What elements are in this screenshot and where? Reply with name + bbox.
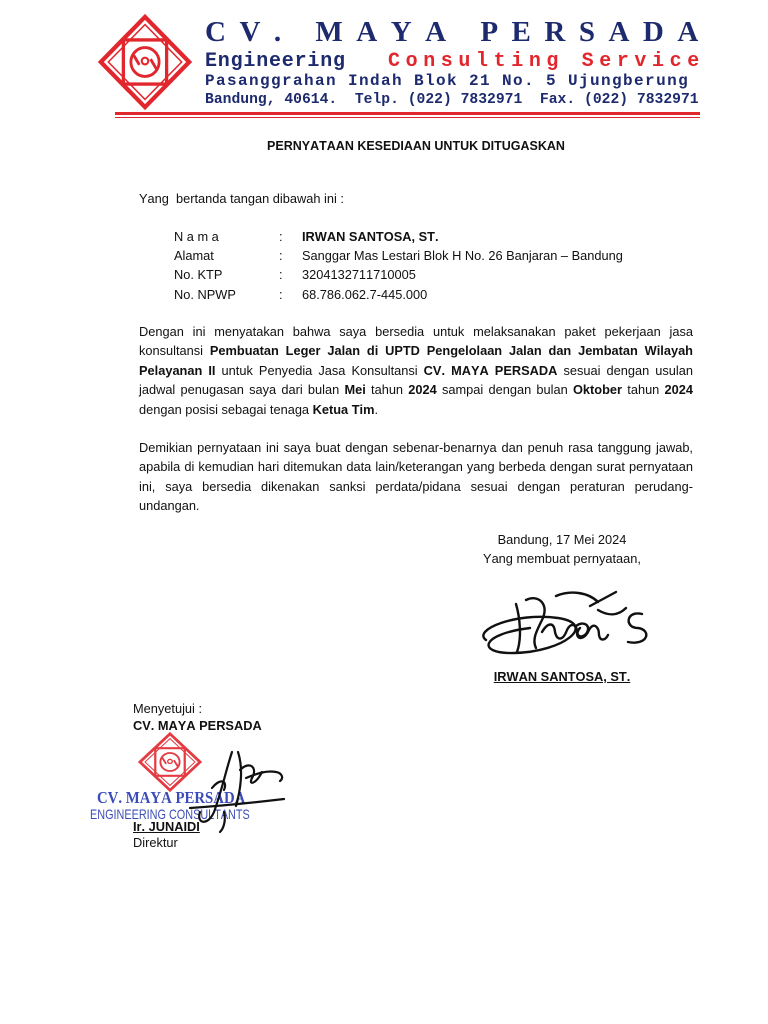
director-position: Direktur [133,835,178,850]
identity-value-address: Sanggar Mas Lestari Blok H No. 26 Banjaran – Bandung [302,248,623,263]
letterhead-company-name: CV. MAYA PERSADA [205,16,712,48]
identity-label-ktp: No. KTP [174,267,223,282]
statement-text: dengan posisi sebagai tenaga [139,401,313,417]
logo-circle [131,48,159,77]
end-month: Oktober [572,382,623,397]
director-signature [184,742,292,836]
signature-stroke [220,812,225,832]
closing-paragraph: Demikian pernyataan ini saya buat dengan sebenar-benarnya dan penuh rasa tanggung jawab, apabila di kemudian hari ditemukan data lain/keterangan yang berbeda dengan surat pernyataan ini, saya bersedia dikenakan sanksi perdata/pidana sesuai dengan peraturan perudang-undangan. [139,439,693,513]
cv-maya-persada-logo-icon [98,14,192,110]
approval-label: Menyetujui : [133,701,202,716]
applicant-name: IRWAN SANTOSA, ST. [493,669,631,684]
project-name: Pembuatan Leger Jalan di UPTD Pengelolaan Jalan dan Jembatan Wilayah Pelayanan II [139,343,694,378]
letterhead-tagline-engineering: Engineering [205,50,346,73]
director-name-text: Ir. JUNAIDI [133,819,200,834]
signature-stroke [628,613,646,642]
start-year: 2024 [408,382,437,397]
signature-stroke [199,752,232,822]
signature-stroke [516,604,520,652]
statement-text: tahun [365,382,409,397]
identity-label-npwp: No. NPWP [174,287,236,302]
signature-stroke [483,617,575,653]
position-title: Ketua Tim [312,401,375,417]
signoff-role: Yang membuat pernyataan, [483,551,641,566]
logo-slash-right [151,59,157,69]
signoff-place-date: Bandung, 17 Mei 2024 [497,532,627,547]
statement-paragraph [139,322,693,420]
signature-stroke [576,624,588,637]
signature-stroke [526,598,545,648]
identity-label-name: N a m a [174,229,219,244]
approval-company: CV. MAYA PERSADA [133,718,262,733]
logo-slash-left [134,55,140,65]
statement-text: sampai dengan bulan [436,382,573,397]
identity-value-name: IRWAN SANTOSA, ST. [302,229,439,244]
intro-text: Yang bertanda tangan dibawah ini : [139,191,344,206]
identity-value-ktp: 3204132711710005 [302,267,416,282]
letterhead-address: Pasanggrahan Indah Blok 21 No. 5 Ujungberung [205,72,690,90]
letterhead-rule-thick [115,112,700,115]
statement-text: untuk Penyedia Jasa Konsultansi [215,362,424,378]
letterhead-contact: Bandung, 40614. Telp. (022) 7832971 Fax. (022) 7832971 [205,92,699,108]
applicant-signature [470,582,660,662]
identity-separator: : [279,267,283,282]
identity-value-npwp: 68.786.062.7-445.000 [302,287,428,302]
identity-separator: : [279,229,283,244]
statement-text: sesuai dengan usulan jadwal penugasan saya dari bulan [139,362,693,397]
document-title: PERNYATAAN KESEDIAAN UNTUK DITUGASKAN [267,139,565,153]
start-month: Mei [344,382,366,397]
letterhead-rule-thin [115,117,700,118]
signature-stroke [236,752,241,806]
signature-stroke [556,592,626,614]
stamp-subtitle: ENGINEERING CONSULTANTS [90,806,250,822]
logo-slash-left [162,758,166,764]
letterhead-tagline-consulting: Consulting Service [388,50,705,73]
statement-text: Dengan ini menyatakan bahwa saya bersedia untuk melaksanakan paket pekerjaan jasa konsultansi [139,323,693,358]
company-name: CV. MAYA PERSADA [423,362,558,378]
identity-separator: : [279,248,283,263]
logo-dot [168,759,172,763]
statement-text: tahun [622,382,665,397]
stamp-company-name: CV. MAYA PERSADA [97,788,246,807]
logo-circle [160,753,179,771]
end-year: 2024 [664,382,694,397]
identity-separator: : [279,287,283,302]
logo-inner-diamond [108,25,181,100]
logo-dot [142,58,149,65]
logo-slash-right [174,760,178,766]
logo-outer-diamond [101,17,189,107]
identity-label-address: Alamat [174,248,214,263]
statement-text: . [374,401,379,417]
